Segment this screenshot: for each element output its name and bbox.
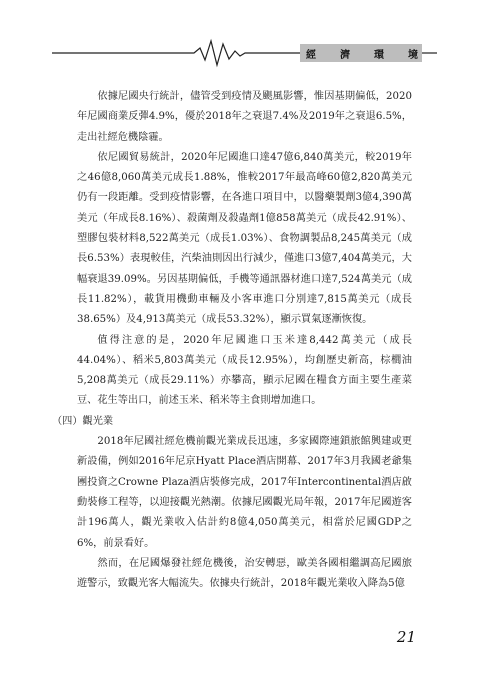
paragraph: 值得注意的是，2020年尼國進口玉米達8,442萬美元（成長44.04%）、稻米5,803萬美元（成長12.95%），均創歷史新高，棕櫚油5,208萬美元（成長29.11%）亦攀高，顯示尼國在糧食方面主要生產菜豆、花生等出口，前述玉米、稻米等主食則增加進口。 [77, 334, 412, 407]
section-title [306, 46, 418, 60]
paragraph: 依尼國貿易統計，2020年尼國進口達47億6,840萬美元，較2019年之46億8,060萬美元成長1.88%，惟較2017年最高峰60億2,820萬美元仍有一段距離。受到疫情影響，在各進口項目中，以醫藥製劑3億4,390萬美元（年成長8.16%）、殺菌劑及殺蟲劑1億858萬美元（成長42.91%）、塑膠包裝材料8,522萬美元（成長1.03%）、食物調製品8,245萬美元（成長6.53%）表現較佳，汽柴油則因出行減少，僅進口3億7,404萬美元，大幅衰退39.09%。另因基期偏低，手機等通訊器材進口達7,524萬美元（成長11.82%），載貨用機動車輛及小客車進口分別達7,815萬美元（成長38.65%）及4,913萬美元（成長53.32%），顯示買氣逐漸恢復。 [77, 151, 412, 326]
paragraph: 2018年尼國社經危機前觀光業成長迅速，多家國際連鎖旅館興建或更新設備，例如2016年尼京Hyatt Place酒店開幕、2017年3月我國老爺集團投資之Crowne Plaza酒店裝修完成，2017年Intercontinental酒店啟動裝修工程等，以迎接觀光熱潮。依據尼國觀光局年報，2017年尼國遊客計196萬人，觀光業收入估計約8億4,050萬美元，相當於尼國GDP之6%，前景看好。 [77, 436, 412, 549]
section-title-char: 經 [306, 49, 316, 61]
section-title-char: 境 [408, 49, 418, 61]
running-header [0, 0, 480, 70]
paragraph: 然而，在尼國爆發社經危機後，治安轉惡，歐美各國相繼調高尼國旅遊警示，致觀光客大幅流失。依據央行統計，2018年觀光業收入降為5億 [77, 557, 412, 590]
section-title-char: 環 [374, 49, 384, 61]
page-number: 21 [396, 628, 416, 646]
section-title-char: 濟 [340, 49, 350, 61]
section-heading: （四）觀光業 [52, 415, 114, 427]
body-text [52, 87, 412, 594]
paragraph: 依據尼國央行統計，儘管受到疫情及颶風影響，惟因基期偏低，2020年尼國商業反彈4.9%，優於2018年之衰退7.4%及2019年之衰退6.5%，走出社經危機陰霾。 [77, 91, 412, 143]
